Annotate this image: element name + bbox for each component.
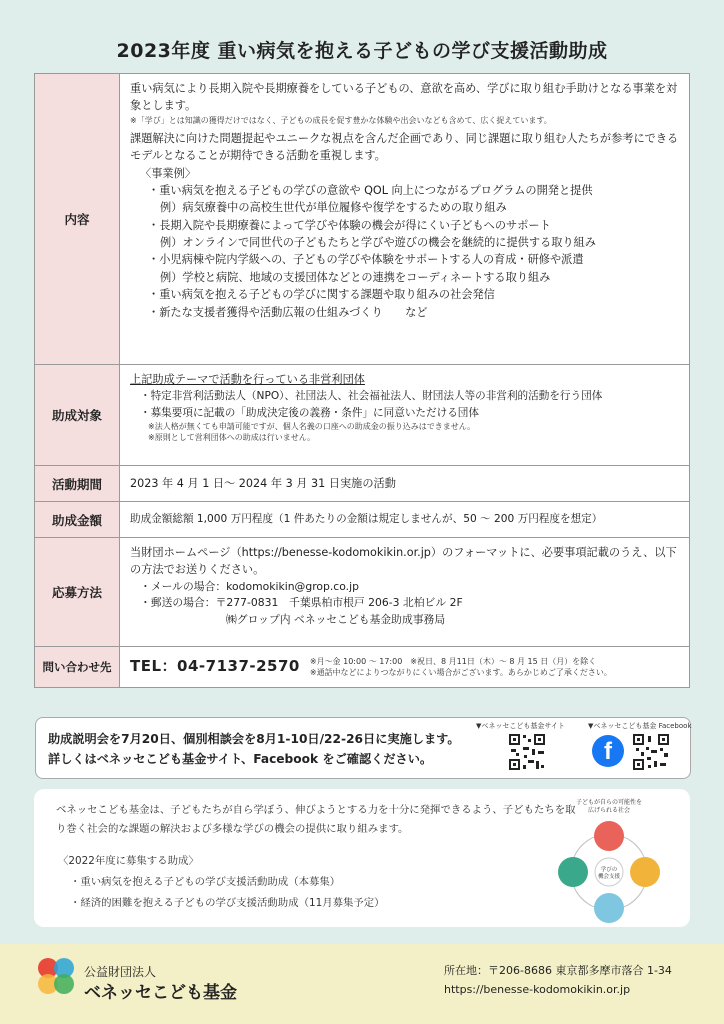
content-cell [120, 74, 690, 365]
row-label-target: 助成対象 [35, 365, 120, 466]
table-row-content [35, 74, 690, 365]
amount-text: 助成金額総額 1,000 万円程度（1 件あたりの金額は規定しませんが、50 ～ 200 万円程度を想定） [120, 502, 690, 538]
diagram-circle-top [594, 821, 624, 851]
example-4: ・重い病気を抱える子どもの学びに関する課題や取り組みの社会発信 [148, 288, 495, 302]
diagram-circle-bottom [594, 893, 624, 923]
content-note: ※「学び」とは知識の獲得だけではなく、子どもの成長を促す豊かな体験や出会いなども含めて、広く捉えています。 [130, 115, 552, 125]
facebook-icon[interactable]: f [592, 735, 624, 767]
row-label-contact: 問い合わせ先 [35, 647, 120, 688]
diagram-center-label-1: 学びの [600, 867, 618, 873]
about-paragraph: ベネッセこども基金は、子どもたちが自ら学ぼう、伸びようとする力を十分に発揮できるよう、子どもたちを取り巻く社会的な課題の解決および多様な学びの機会の提供に取り組みます。 [56, 804, 576, 835]
footer-address: 所在地：〒206-8686 東京都多摩市落合 1-34 [444, 964, 672, 977]
target-heading: 上記助成テーマで活動を行っている非営利団体 [130, 373, 365, 386]
diagram-caption-2: 広げられる社会 [587, 807, 631, 814]
examples-heading: 〈事業例〉 [140, 166, 196, 180]
target-cell [120, 365, 690, 466]
example-3-detail: 例）学校と病院、地域の支援団体などとの連携をコーディネートする取り組み [160, 270, 551, 284]
about-item-1: ・重い病気を抱える子どもの学び支援活動助成（本募集） [70, 876, 341, 888]
apply-post-office: ㈱グロップ内 ベネッセこども基金助成事務局 [226, 613, 446, 627]
qr-code-facebook-icon[interactable] [632, 733, 670, 771]
page-title: 2023年度 重い病気を抱える子どもの学び支援活動助成 [116, 40, 608, 62]
example-1-detail: 例）病気療養中の高校生世代が単位履修や復学をするための取り組み [160, 201, 507, 215]
example-1: ・重い病気を抱える子どもの学びの意欲や QOL 向上につながるプログラムの開発と提供 [148, 183, 593, 197]
diagram-center-label-2: 機会支援 [597, 874, 621, 880]
diagram-circle-right [630, 857, 660, 887]
mission-diagram [550, 796, 668, 924]
example-5: ・新たな支援者獲得や活動広報の仕組みづくり など [148, 305, 428, 319]
table-row-period [35, 466, 690, 502]
table-row-amount [35, 502, 690, 538]
content-paragraph-2: 課題解決に向けた問題提起やユニークな視点を含んだ企画であり、同じ課題に取り組む人たちが参考にできるモデルとなることが期待できる活動を重視します。 [130, 131, 679, 163]
about-item-2: ・経済的困難を抱える子どもの学び支援活動助成（11月募集予定） [70, 897, 385, 909]
org-type: 公益財団法人 [84, 965, 157, 979]
target-note-2: ※原則として営利団体への助成は行いません。 [148, 433, 316, 443]
qr-facebook-label: ▼ベネッセこども基金 Facebook [588, 722, 692, 730]
notice-line-1: 助成説明会を7月20日、個別相談会を8月1-10日/22-26日に実施します。 [48, 732, 460, 746]
example-2: ・長期入院や長期療養によって学びや体験の機会が得にくい子どもへのサポート [148, 218, 551, 232]
content-paragraph-1: 重い病気により長期入院や長期療養をしている子どもの、意欲を高め、学びに取り組む手助けとなる事業を対象とします。 [130, 82, 678, 113]
info-table [34, 73, 690, 688]
notice-line-2: 詳しくはベネッセこども基金サイト、Facebook をご確認ください。 [48, 751, 433, 766]
notice-text [48, 730, 460, 769]
contact-note: ※通話中などによりつながりにくい場合がございます。あらかじめご了承ください。 [309, 668, 612, 677]
table-row-apply [35, 538, 690, 647]
row-label-apply: 応募方法 [35, 538, 120, 647]
apply-cell [120, 538, 690, 647]
row-label-content: 内容 [35, 74, 120, 365]
target-note-1: ※法人格が無くても申請可能ですが、個人名義の口座への助成金の振り込みはできません。 [148, 422, 476, 432]
org-name: ベネッセこども基金 [84, 983, 237, 1003]
example-3: ・小児病棟や院内学級への、子どもの学びや体験をサポートする人の育成・研修や派遣 [148, 253, 584, 267]
row-label-amount: 助成金額 [35, 502, 120, 538]
contact-tel: TEL：04-7137-2570 [130, 657, 300, 676]
qr-code-site-icon[interactable] [508, 733, 546, 771]
target-bullet-1: ・特定非営利活動法人（NPO）、社団法人、社会福祉法人、財団法人等の非営利的活動を行う団体 [140, 390, 603, 403]
benesse-logo-icon [34, 956, 78, 998]
table-row-target [35, 365, 690, 466]
contact-cell [120, 647, 690, 688]
footer-contact [444, 962, 672, 999]
qr-site-label: ▼ベネッセこども基金サイト [476, 722, 565, 730]
about-heading: 〈2022年度に募集する助成〉 [58, 855, 199, 867]
table-row-contact [35, 647, 690, 688]
row-label-period: 活動期間 [35, 466, 120, 502]
target-bullet-2: ・募集要項に記載の「助成決定後の義務・条件」に同意いただける団体 [140, 406, 479, 419]
footer-url[interactable]: https://benesse-kodomokikin.or.jp [444, 982, 631, 996]
period-text: 2023 年 4 月 1 日～ 2024 年 3 月 31 日実施の活動 [120, 466, 690, 502]
example-2-detail: 例）オンラインで同世代の子どもたちと学びや遊びの機会を継続的に提供する取り組み [160, 236, 596, 250]
apply-mail: ・メールの場合：kodomokikin@grop.co.jp [140, 579, 359, 593]
diagram-circle-left [558, 857, 588, 887]
contact-hours: ※月～金 10:00 ～ 17:00 ※祝日、8 月11日（木）～ 8 月 15 日（月）を除く [309, 656, 597, 666]
apply-post: ・郵送の場合：〒277-0831 千葉県柏市根戸 206-3 北柏ビル 2F [140, 596, 463, 610]
diagram-caption-1: 子どもが自らの可能性を [575, 799, 643, 806]
apply-paragraph: 当財団ホームページ（https://benesse-kodomokikin.or.jp）のフォーマットに、必要事項記載のうえ、以下の方法でお送りください。 [130, 546, 677, 577]
